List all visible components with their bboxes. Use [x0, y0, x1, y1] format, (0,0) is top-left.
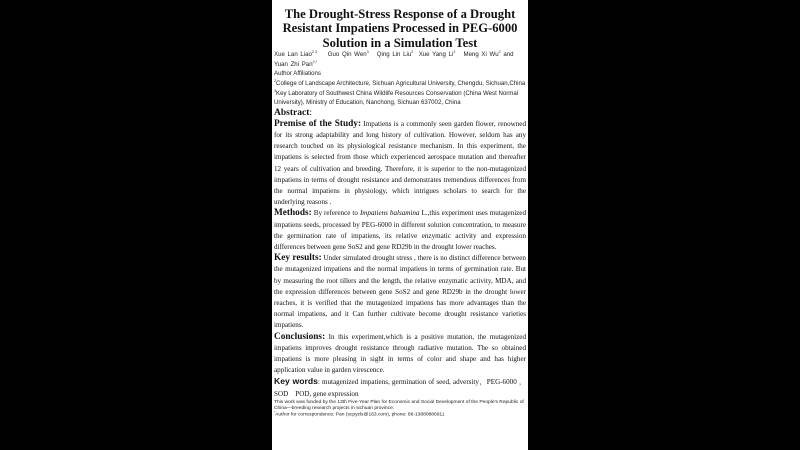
methods-paragraph: Methods: By reference to Impatiens balsamina L.,this experiment uses mutagenized impatiens seeds, processed by PEG-6000 in different solution concentration, to measure the germination rate of impatiens, its relative enzymatic activity and expression differences between gene SoS2 and gene RD29b in the drought lower reaches. [274, 208, 527, 252]
correspondence-note: *Author for correspondence: Pan (scpyzls@163.com), phone: 86-13880886911 [274, 409, 445, 418]
affiliation: $^3$Key Laboratory of Southwest China Wildlife Resources Conservation (China West Normal University), Ministry of Education, Nanchong, Sichuan 637002, China [274, 88, 519, 107]
document-page [272, 0, 528, 450]
author: Meng Xi Wu$^2$ [463, 50, 501, 59]
affiliations-heading: Author Affiliations [274, 70, 321, 78]
abstract-heading: Abstract: [274, 107, 312, 118]
affiliation: $^2$College of Landscape Architecture, Sichuan Agricultural University, Chengdu, Sichuan,China [274, 78, 526, 87]
author: Xue Yang Li$^2$ [418, 50, 456, 59]
funding-note: This work was funded by the 13th Five-Year Plan for Economic and Social Development of the People's Republic of China—breeding research projects in sichuan province. [274, 399, 524, 411]
author: Yuan Zhi Pan$^{2,*}$ [274, 59, 318, 68]
author: Guo Qin Wen$^3$ [327, 50, 369, 59]
premise-paragraph: Premise of the Study: Impatiens is a commonly seen garden flower, renowned for its strong adaptability and long history of cultivation. However, seldom has any research touched on its physiological resistance mechanism. In this experiment, the impatiens is selected from those which experienced aerospace mutation and thereafter 12 years of cultivation and breeding. Therefore, it is superior to the non-mutagenized impatiens in terms of drought resistance and demonstrates tremendous differences from the normal impatiens in physiology, which intrigues scholars to search for the underlying reasons . [274, 118, 526, 207]
keywords-paragraph: Key words: mutagenized impatiens, germination of seed, adversity，PEG-6000 ， SOD POD, gene expression [274, 376, 526, 398]
results-paragraph: Key results: Under simulated drought stress , there is no distinct difference between the mutagenized impatiens and the normal impatiens in terms of germination rate. But by measuring the root tillers and the length, the relative enzymatic activity, MDA, and the expression differences between gene SoS2 and gene RD29b in the drought lower reaches, it is verified that the mutagenized impatiens has more advantages than the normal impatiens, and it Can further cultivate become drought resistance varieties impatiens. [274, 253, 526, 330]
author: Qing Lin Liu$^2$ [376, 50, 414, 59]
author-list: Xue Lan Liao$^{2,3}$ Guo Qin Wen$^3$ Qing Lin Liu$^2$ Xue Yang Li$^2$ Meng Xi Wu$^2$ and Yuan Zhi Pan$^{2,*}$ [274, 50, 514, 68]
author: Xue Lan Liao$^{2,3}$ [274, 50, 318, 59]
conclusions-paragraph: Conclusions: In this experiment,which is a positive mutation, the mutagenized impatiens improves drought resistance through radiative mutation. The so obtained impatiens is more pleasing in sight in terms of color and shape and has higher application value in garden virescence. [274, 331, 527, 375]
paper-title: The Drought-Stress Response of a Drought Resistant Impatiens Processed in PEG-6000 Solution in a Simulation Test [282, 7, 518, 50]
